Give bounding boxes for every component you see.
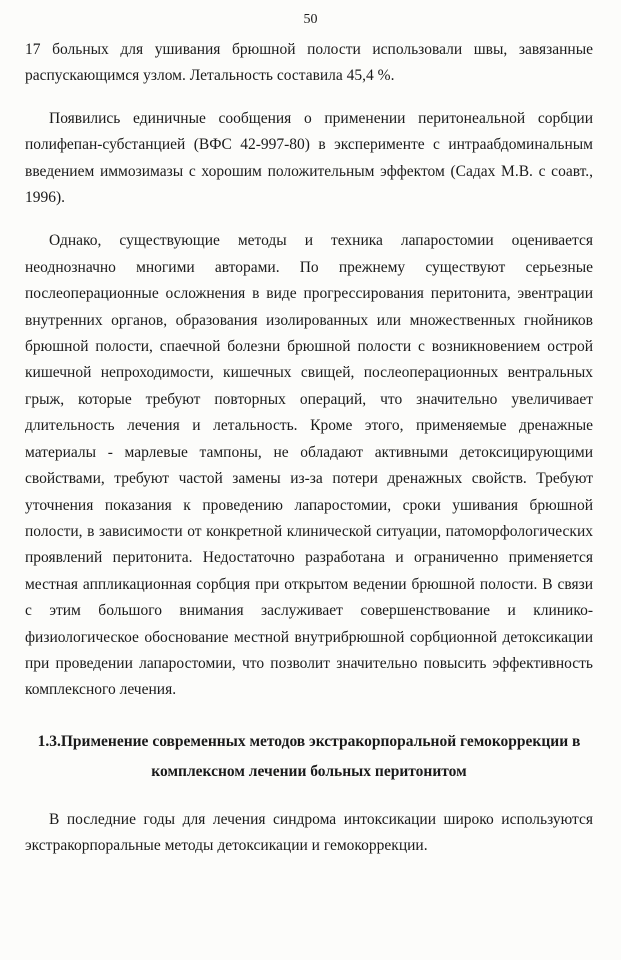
- page-number: 50: [303, 12, 318, 27]
- page-content: [25, 37, 593, 860]
- paragraph-4: В последние годы для лечения синдрома интоксикации широко используются экстракорпоральные методы детоксикации и гемокоррекции.: [25, 810, 593, 855]
- paragraph-1: 17 больных для ушивания брюшной полости использовали швы, завязанные распускающимся узлом. Летальность составила 45,4 %.: [25, 41, 593, 85]
- section-heading: 1.3.Применение современных методов экстракорпоральной гемокоррекции в комплексном лечении больных перитонитом: [37, 732, 581, 780]
- paragraph-3: Однако, существующие методы и техника лапаростомии оценивается неоднозначно многими авторами. По прежнему существуют серьезные послеоперационные осложнения в виде прогрессирования перитонита, эвентрации внутренних органов, образования изолированных или множественных гнойников брюшной полости, спаечной болезни брюшной полости с возникновением острой кишечной непроходимости, кишечных свищей, послеоперационных вентральных грыж, которые требуют повторных операций, что значительно увеличивает длительность лечения и летальность. Кроме этого, применяемые дренажные материалы - марлевые тампоны, не обладают активными детоксицирующими свойствами, требуют частой замены из-за потери дренажных свойств. Требуют уточнения показания к проведению лапаростомии, сроки ушивания брюшной полости, в зависимости от конкретной клинической ситуации, патоморфологических проявлений перитонита. Недостаточно разработана и ограниченно применяется местная аппликационная сорбция при открытом ведении брюшной полости. В связи с этим большого внимания заслуживает совершенствование и клинико-физиологическое обоснование местной внутрибрюшной сорбционной детоксикации при проведении лапаростомии, что позволит значительно повысить эффективность комплексного лечения.: [25, 232, 593, 699]
- paragraph-2: Появились единичные сообщения о применении перитонеальной сорбции полифепан-субстанцией (ВФС 42-997-80) в эксперименте с интраабдоминальным введением иммозимазы с хорошим положительным эффектом (Садах М.В. с соавт., 1996).: [25, 109, 593, 207]
